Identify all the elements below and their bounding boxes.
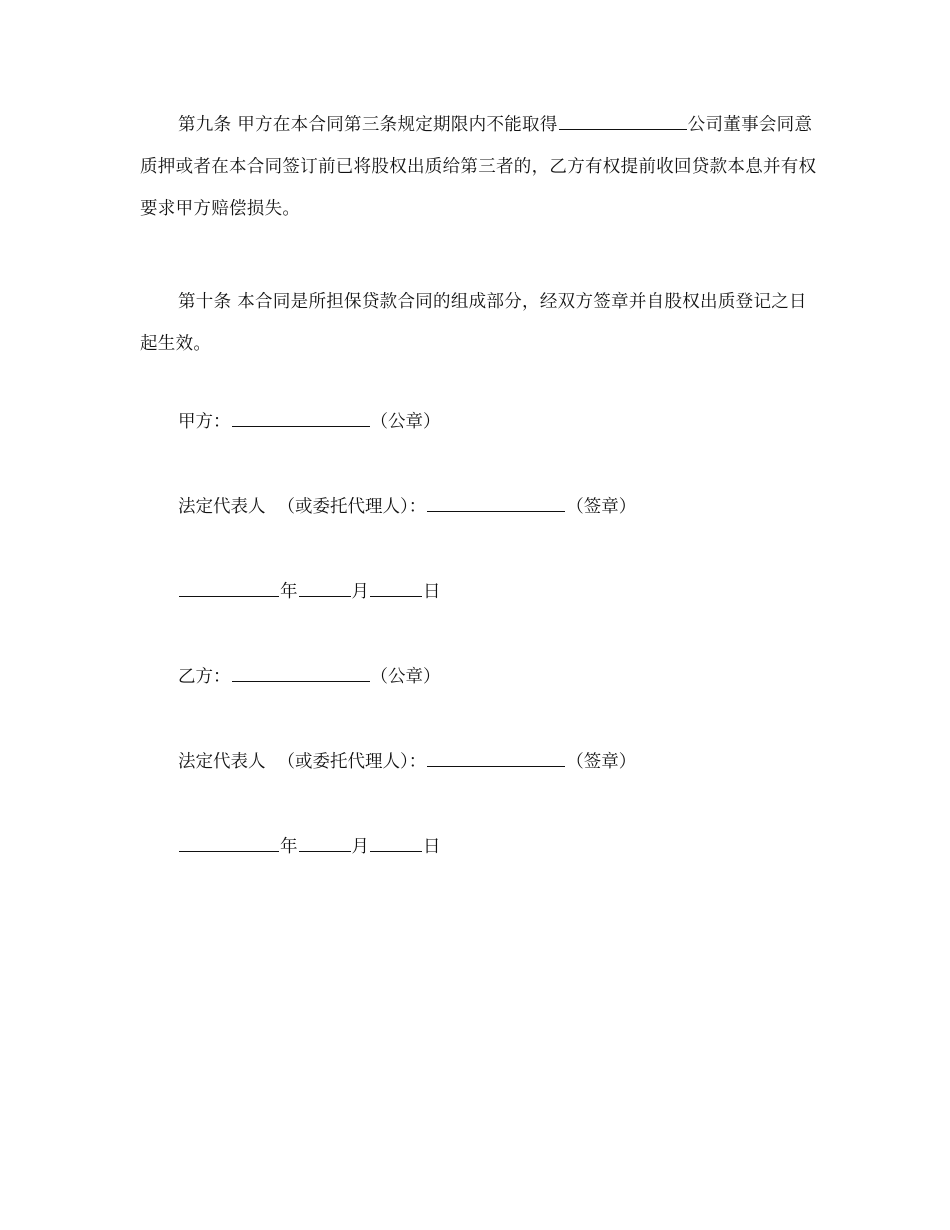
party-a-day-blank[interactable] <box>370 578 422 597</box>
party-a-year-label: 年 <box>280 582 298 602</box>
party-b-rep-label: 法定代表人 <box>178 752 266 772</box>
party-a-day-label: 日 <box>423 582 441 602</box>
party-a-rep-seal-label: （签章） <box>566 497 637 517</box>
party-b-rep-blank[interactable] <box>427 748 565 767</box>
party-a-date-line <box>178 578 441 605</box>
party-a-line <box>178 408 441 435</box>
party-b-date-line <box>178 833 441 860</box>
party-b-line <box>178 663 441 690</box>
party-b-name-blank[interactable] <box>232 663 370 682</box>
party-a-month-label: 月 <box>351 582 369 602</box>
party-b-day-blank[interactable] <box>370 833 422 852</box>
party-a-seal-label: （公章） <box>370 412 441 432</box>
party-b-representative-line <box>178 748 636 775</box>
article-9-paragraph <box>140 104 820 230</box>
party-a-representative-line <box>178 493 636 520</box>
party-b-seal-label: （公章） <box>370 667 441 687</box>
article-10-text: 第十条 本合同是所担保贷款合同的组成部分，经双方签章并自股权出质登记之日起生效。 <box>140 292 807 354</box>
party-a-year-blank[interactable] <box>179 578 279 597</box>
party-b-day-label: 日 <box>423 837 441 857</box>
party-b-rep-seal-label: （签章） <box>566 752 637 772</box>
party-b-rep-paren: （或委托代理人）： <box>277 752 427 772</box>
party-a-month-blank[interactable] <box>299 578 351 597</box>
party-b-month-blank[interactable] <box>299 833 351 852</box>
article-9-text-start: 第九条 甲方在本合同第三条规定期限内不能取得 <box>178 115 558 135</box>
company-name-blank[interactable] <box>559 111 687 130</box>
party-b-label: 乙方： <box>178 667 231 687</box>
party-a-label: 甲方： <box>178 412 231 432</box>
party-b-year-blank[interactable] <box>179 833 279 852</box>
party-a-rep-paren: （或委托代理人）： <box>277 497 427 517</box>
party-a-rep-blank[interactable] <box>427 493 565 512</box>
party-a-name-blank[interactable] <box>232 408 370 427</box>
party-a-rep-label: 法定代表人 <box>178 497 266 517</box>
article-9-text-end: 公司董事会同意质押或者在本合同签订前已将股权出质给第三者的，乙方有权提前收回贷款本息并有权要求甲方赔偿损失。 <box>140 115 817 219</box>
article-10-paragraph <box>140 281 820 365</box>
party-b-year-label: 年 <box>280 837 298 857</box>
party-b-month-label: 月 <box>351 837 369 857</box>
